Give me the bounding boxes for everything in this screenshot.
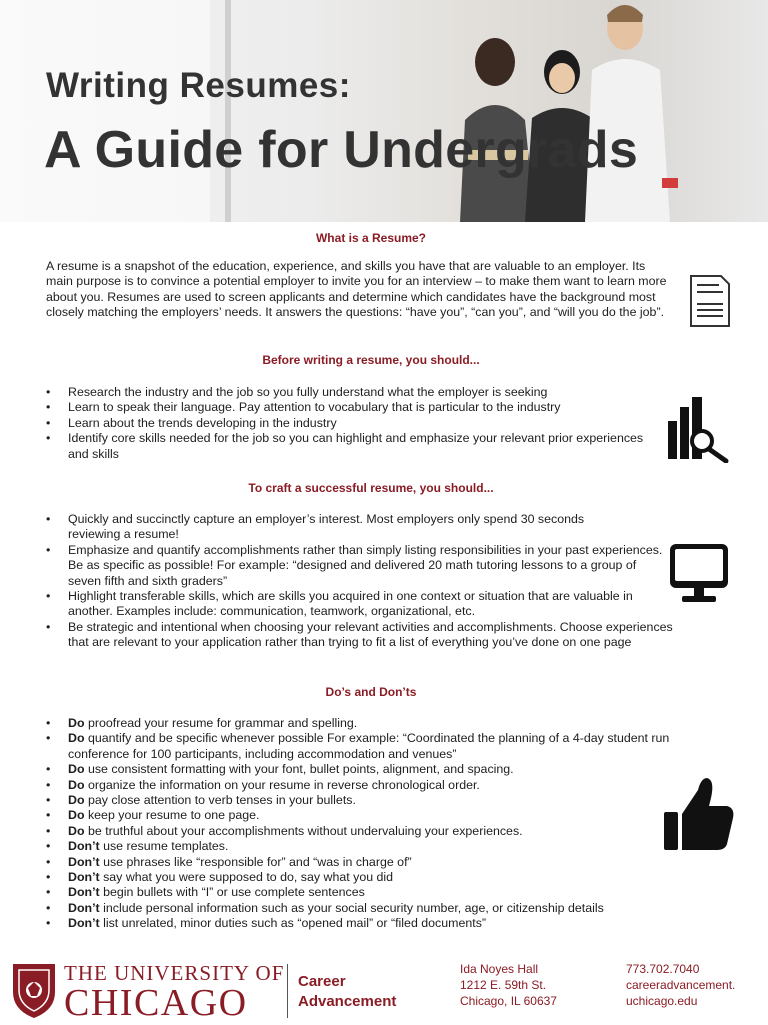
list-item-text: proofread your resume for grammar and spelling. — [84, 716, 358, 730]
list-item: • Learn to speak their language. Pay attention to vocabulary that is particular to the industry — [46, 400, 646, 415]
list-item — [46, 885, 686, 900]
list-item-text: say what you were supposed to do, say what you did — [99, 870, 394, 885]
what-is-resume-paragraph: A resume is a snapshot of the education, experience, and skills you have that are valuable to an employer. Its main purpose is to convince a potential employer to invite you for an interview – to make them want to learn more about you. Resumes are used to screen applicants and determine which candidates have the background most closely matching the employers’ needs. It answers the questions: “have you”, “can you”, and “will you do the job”. — [46, 259, 667, 320]
before-writing-list — [46, 385, 646, 462]
list-item: • Highlight transferable skills, which are skills you acquired in one context or situation that are valuable in another. Examples include: communication, teamwork, organizational, etc. — [46, 589, 646, 620]
hero-window-panel — [0, 0, 210, 222]
list-item-lead: Do — [68, 808, 85, 823]
university-crest-logo — [11, 962, 57, 1020]
list-item-text: quantify and be specific whenever possible For example: “Coordinated the planning of a 4-day student run conference for 100 participants, including accommodation and venues” — [68, 731, 673, 761]
title-line-2: A Guide for Undergrads — [44, 121, 639, 179]
list-item-lead: Don’t — [68, 885, 100, 900]
document-icon — [689, 274, 731, 328]
address-line: Ida Noyes Hall — [460, 962, 539, 976]
list-item-lead: Do — [68, 793, 85, 808]
list-item — [46, 762, 686, 777]
list-item-lead: Don’t — [68, 839, 100, 854]
list-item-lead: Don’t — [68, 916, 100, 931]
list-item — [46, 808, 686, 823]
list-item-text: begin bullets with “I” or use complete sentences — [99, 885, 365, 900]
hero-banner — [0, 0, 768, 222]
phone-number: 773.702.7040 — [626, 962, 700, 976]
unit-line2: Advancement — [298, 993, 397, 1010]
website-link[interactable]: careeradvancement. — [626, 978, 736, 992]
list-item: • Learn about the trends developing in the industry — [46, 416, 646, 431]
list-item-lead: Don’t — [68, 854, 100, 869]
list-item — [46, 793, 686, 808]
list-item-lead: Do — [68, 762, 85, 777]
list-item: • Emphasize and quantify accomplishments rather than simply listing responsibilities in your past experiences. Be as specific as possible! For example: “designed and delivered 20 math tutoring lessons to a group of seven fifth and sixth graders” — [46, 543, 664, 589]
list-item-text: use resume templates. — [99, 839, 229, 854]
list-item-lead: Do — [68, 823, 85, 838]
list-item-lead: Don’t — [68, 870, 100, 885]
footer-divider — [287, 964, 288, 1018]
list-item-lead: Do — [68, 716, 85, 730]
list-item: • Identify core skills needed for the job so you can highlight and emphasize your relevant prior experiences and skills — [46, 431, 646, 462]
list-item — [46, 870, 686, 885]
list-item: • Quickly and succinctly capture an employer’s interest. Most employers only spend 30 seconds reviewing a resume! — [46, 512, 608, 543]
list-item — [46, 916, 686, 931]
chart-search-icon — [666, 397, 730, 463]
list-item-text: keep your resume to one page. — [84, 808, 260, 823]
list-item-text: pay close attention to verb tenses in your bullets. — [84, 793, 356, 808]
list-item — [46, 855, 686, 870]
website-link[interactable]: uchicago.edu — [626, 994, 698, 1008]
list-item-text: be truthful about your accomplishments without undervaluing your experiences. — [84, 823, 523, 838]
list-item-text: list unrelated, minor duties such as “opened mail” or “filed documents” — [99, 916, 487, 931]
list-item-lead: Do — [68, 731, 85, 746]
footer-contact — [626, 961, 735, 1009]
list-item-lead: Don’t — [68, 900, 100, 915]
list-item — [46, 824, 686, 839]
heading-what-is-resume: What is a Resume? — [315, 231, 427, 245]
hero-photo-students — [420, 0, 768, 222]
list-item — [46, 839, 686, 854]
monitor-icon — [668, 542, 730, 604]
list-item — [46, 778, 686, 793]
list-item — [46, 901, 686, 916]
thumbs-up-icon — [663, 776, 735, 852]
dos-donts-list — [46, 716, 686, 932]
craft-resume-list — [46, 512, 682, 651]
footer-address — [460, 961, 557, 1009]
list-item-lead: Do — [68, 777, 85, 792]
heading-before-writing: Before writing a resume, you should... — [262, 353, 480, 367]
university-name-line1: THE UNIVERSITY OF — [64, 961, 285, 985]
unit-line1: Career — [298, 973, 346, 990]
list-item-text: use phrases like “responsible for” and “was in charge of” — [99, 854, 412, 869]
list-item — [46, 716, 686, 731]
list-item-text: use consistent formatting with your font, bullet points, alignment, and spacing. — [84, 762, 514, 777]
list-item-text: include personal information such as your social security number, age, or citizenship details — [99, 900, 604, 915]
hero-door-frame — [225, 0, 231, 222]
list-item-text: organize the information on your resume in reverse chronological order. — [84, 777, 480, 792]
heading-dos-donts: Do’s and Don’ts — [325, 685, 417, 699]
address-line: Chicago, IL 60637 — [460, 994, 557, 1008]
list-item: • Be strategic and intentional when choosing your relevant activities and accomplishments. Choose experiences that are relevant to your application rather than trying to fit a list of everything you’ve done on one page — [46, 620, 682, 651]
list-item — [46, 731, 680, 762]
career-advancement-label — [298, 972, 396, 1012]
title-line-1: Writing Resumes: — [46, 66, 351, 105]
list-item: • Research the industry and the job so you fully understand what the employer is seeking — [46, 385, 646, 400]
address-line: 1212 E. 59th St. — [460, 978, 547, 992]
university-name-line2: CHICAGO — [64, 982, 248, 1024]
heading-craft-resume: To craft a successful resume, you should... — [248, 481, 494, 495]
